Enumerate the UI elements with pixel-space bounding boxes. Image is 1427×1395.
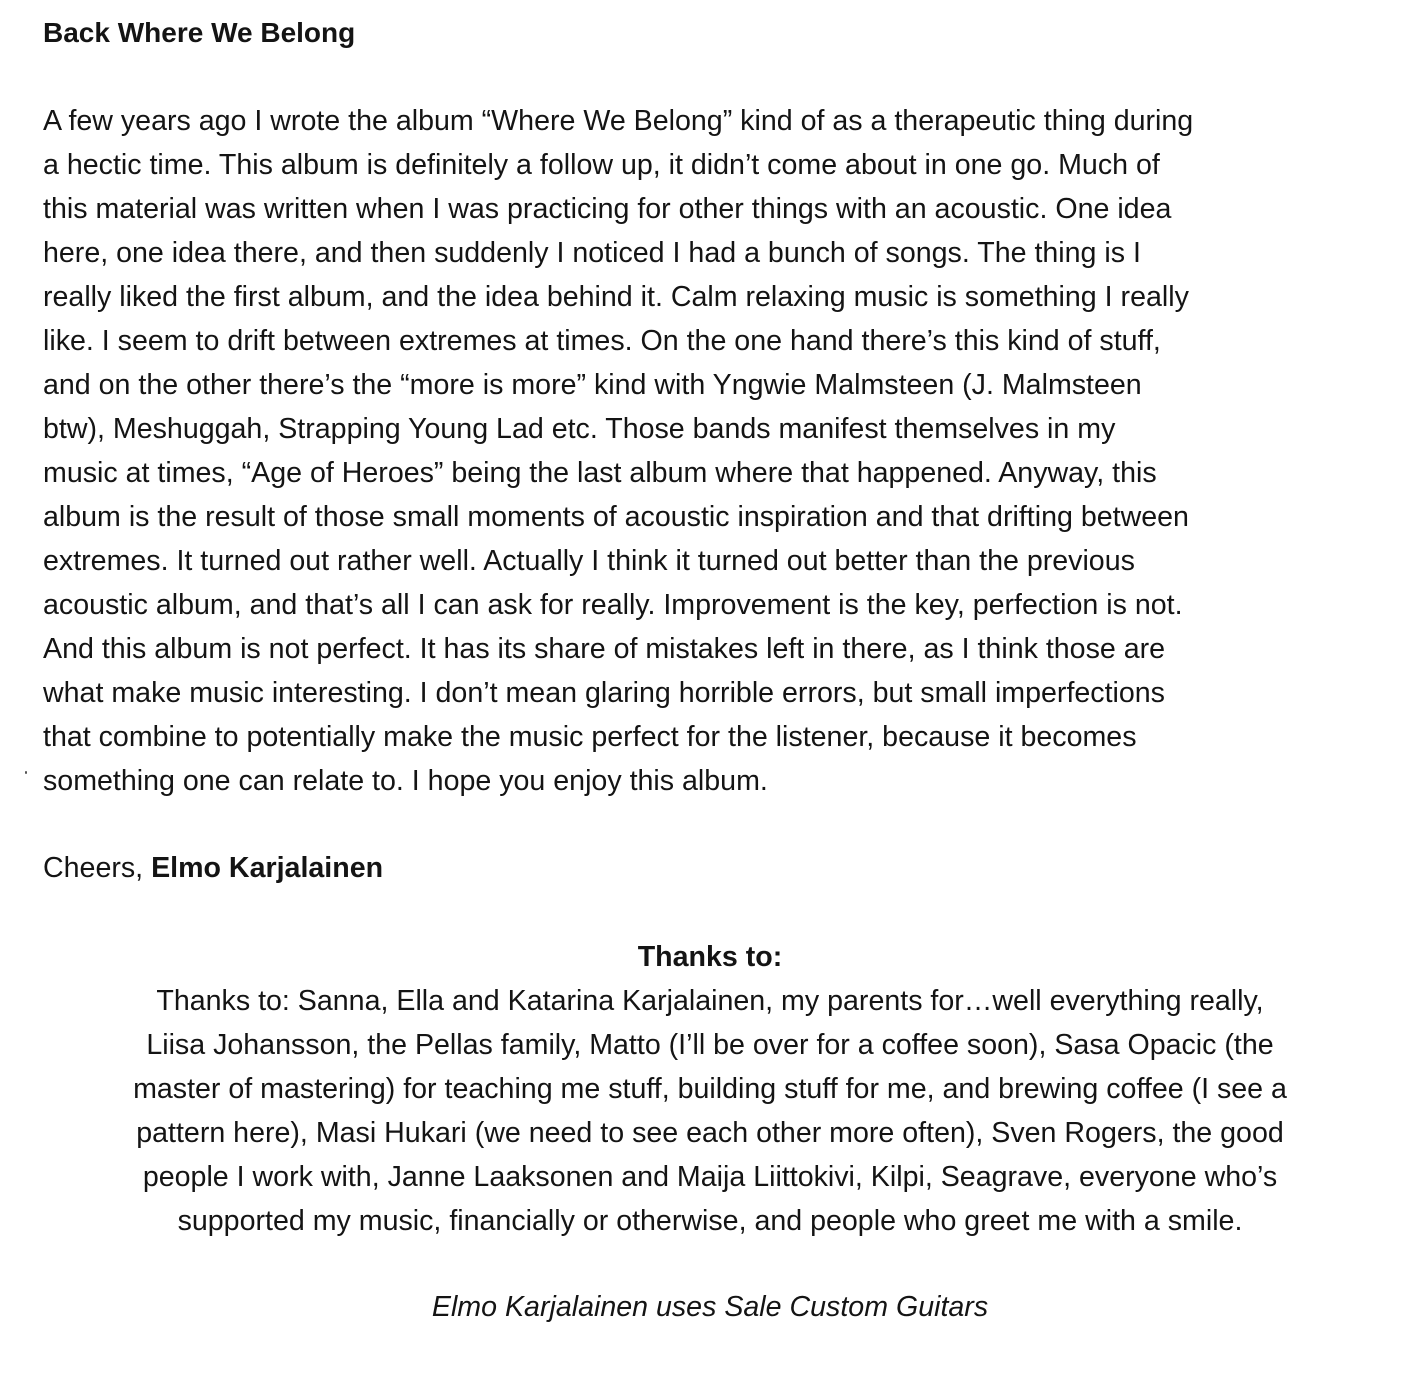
thanks-line: Thanks to: Sanna, Ella and Katarina Karjalainen, my parents for…well everything really,: [156, 985, 1264, 1017]
body-line: that combine to potentially make the music perfect for the listener, because it becomes: [43, 721, 1137, 753]
body-line: btw), Meshuggah, Strapping Young Lad etc. Those bands manifest themselves in my: [43, 413, 1116, 445]
body-line: what make music interesting. I don’t mean glaring horrible errors, but small imperfections: [43, 677, 1165, 709]
page-title: Back Where We Belong: [43, 17, 356, 48]
thanks-paragraph: [0, 979, 1420, 1243]
body-line: here, one idea there, and then suddenly I noticed I had a bunch of songs. The thing is I: [43, 237, 1141, 269]
footer-credit: Elmo Karjalainen uses Sale Custom Guitars: [431, 1291, 989, 1323]
thanks-line: master of mastering) for teaching me stuff, building stuff for me, and brewing coffee (I see a: [133, 1073, 1287, 1105]
body-line: this material was written when I was practicing for other things with an acoustic. One idea: [43, 193, 1172, 225]
thanks-line: pattern here), Masi Hukari (we need to see each other more often), Sven Rogers, the good: [136, 1117, 1284, 1149]
body-paragraph: [43, 99, 1393, 803]
body-line: A few years ago I wrote the album “Where We Belong” kind of as a therapeutic thing during: [43, 105, 1194, 137]
body-line: and on the other there’s the “more is more” kind with Yngwie Malmsteen (J. Malmsteen: [43, 369, 1142, 401]
thanks-heading: Thanks to:: [637, 941, 783, 973]
thanks-line: people I work with, Janne Laaksonen and Maija Liittokivi, Kilpi, Seagrave, everyone who’s: [142, 1161, 1278, 1193]
thanks-line: Liisa Johansson, the Pellas family, Matto (I’ll be over for a coffee soon), Sasa Opacic (the: [146, 1029, 1274, 1061]
body-line: music at times, “Age of Heroes” being the last album where that happened. Anyway, this: [43, 457, 1157, 489]
body-line: And this album is not perfect. It has its share of mistakes left in there, as I think those are: [43, 633, 1166, 665]
body-line: extremes. It turned out rather well. Actually I think it turned out better than the previous: [43, 545, 1135, 577]
body-line: really liked the first album, and the idea behind it. Calm relaxing music is something I really: [43, 281, 1189, 313]
signoff: [43, 846, 383, 890]
scan-speck: [25, 771, 27, 774]
body-line: like. I seem to drift between extremes at times. On the one hand there’s this kind of stuff,: [43, 325, 1161, 357]
body-line: a hectic time. This album is definitely a follow up, it didn’t come about in one go. Much of: [43, 149, 1160, 181]
signoff-greeting: Cheers,: [43, 852, 152, 884]
body-line: album is the result of those small moments of acoustic inspiration and that drifting between: [43, 501, 1189, 533]
body-line: acoustic album, and that’s all I can ask for really. Improvement is the key, perfection is not.: [43, 589, 1183, 621]
body-line: something one can relate to. I hope you enjoy this album.: [43, 765, 768, 797]
thanks-line: supported my music, financially or otherwise, and people who greet me with a smile.: [177, 1205, 1243, 1237]
signoff-name: Elmo Karjalainen: [151, 852, 384, 884]
